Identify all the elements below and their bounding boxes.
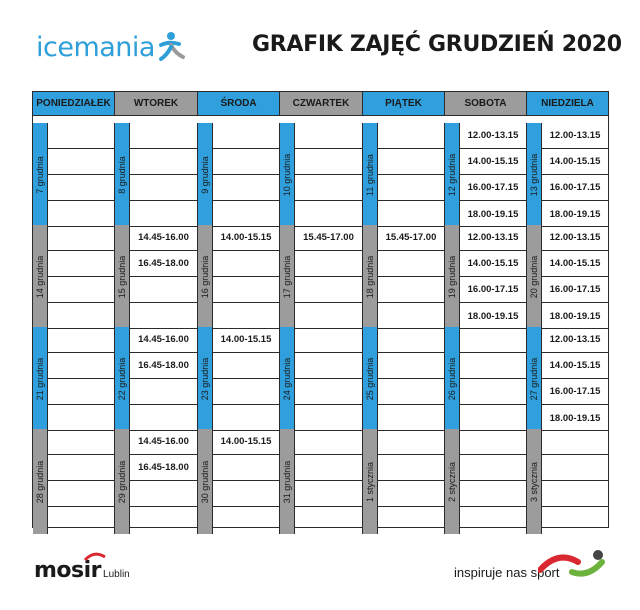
day-cell — [198, 429, 280, 534]
page-title: GRAFIK ZAJĘĆ GRUDZIEŃ 2020 — [252, 32, 622, 57]
time-slot — [378, 201, 444, 227]
date-label: 15 grudnia — [117, 255, 127, 298]
time-slot: 14.00-15.15 — [542, 251, 608, 277]
schedule-grid — [32, 91, 609, 528]
date-strip — [198, 123, 213, 226]
date-label: 30 grudnia — [200, 460, 210, 503]
date-strip — [527, 225, 542, 328]
date-strip — [363, 429, 378, 534]
time-slot — [378, 429, 444, 455]
time-slot — [48, 481, 114, 507]
time-slot: 16.00-17.15 — [542, 379, 608, 405]
day-header: CZWARTEK — [280, 92, 363, 116]
day-cell — [115, 327, 198, 431]
time-slot: 14.00-15.15 — [542, 353, 608, 379]
time-slot — [378, 481, 444, 507]
time-slot — [130, 379, 197, 405]
date-strip — [363, 327, 378, 430]
day-header: PONIEDZIAŁEK — [33, 92, 115, 116]
date-label: 2 stycznia — [447, 461, 457, 502]
time-slot: 12.00-13.15 — [542, 225, 608, 251]
time-slot: 15.45-17.00 — [378, 225, 444, 251]
time-slot — [130, 507, 197, 533]
tagline: inspiruje nas sport — [454, 565, 560, 580]
time-slot — [213, 201, 279, 227]
time-slot — [213, 353, 279, 379]
time-slot: 14.00-15.15 — [460, 251, 526, 277]
time-slot — [378, 303, 444, 329]
date-strip — [33, 225, 48, 328]
date-label: 13 grudnia — [529, 153, 539, 196]
time-slot — [213, 405, 279, 431]
time-slot: 16.00-17.15 — [542, 277, 608, 303]
day-cell — [115, 225, 198, 329]
date-strip — [115, 123, 130, 226]
time-slot — [213, 303, 279, 329]
time-slot — [460, 429, 526, 455]
date-strip — [115, 225, 130, 328]
time-slot — [295, 149, 362, 175]
day-cell — [33, 327, 115, 431]
time-slot: 14.00-15.15 — [213, 327, 279, 353]
time-slot — [542, 455, 608, 481]
time-slot — [295, 455, 362, 481]
date-strip — [33, 429, 48, 534]
day-cell — [445, 225, 527, 329]
day-cell — [363, 327, 445, 431]
day-cell — [33, 429, 115, 534]
date-label: 9 grudnia — [200, 155, 210, 194]
time-slot: 14.00-15.15 — [213, 225, 279, 251]
time-slot — [48, 405, 114, 431]
date-strip — [33, 123, 48, 226]
time-slot — [460, 455, 526, 481]
day-cell — [527, 123, 608, 227]
time-slot — [378, 123, 444, 149]
time-slot: 14.00-15.15 — [460, 149, 526, 175]
time-slot — [48, 429, 114, 455]
date-label: 27 grudnia — [529, 357, 539, 400]
date-label: 3 stycznia — [529, 461, 539, 502]
time-slot — [48, 149, 114, 175]
date-strip — [445, 225, 460, 328]
date-strip — [363, 225, 378, 328]
time-slot — [48, 201, 114, 227]
time-slot — [213, 379, 279, 405]
time-slot — [295, 481, 362, 507]
time-slot — [48, 251, 114, 277]
time-slot — [542, 481, 608, 507]
date-label: 19 grudnia — [447, 255, 457, 298]
time-slot — [460, 353, 526, 379]
date-label: 21 grudnia — [35, 357, 45, 400]
day-header: SOBOTA — [445, 92, 527, 116]
time-slot — [378, 277, 444, 303]
time-slot — [460, 507, 526, 533]
time-slot: 14.45-16.00 — [130, 225, 197, 251]
date-strip — [33, 327, 48, 430]
date-strip — [115, 429, 130, 534]
sport-logo-icon — [538, 548, 608, 578]
time-slot — [542, 429, 608, 455]
time-slot — [130, 201, 197, 227]
day-cell — [280, 327, 363, 431]
time-slot — [48, 303, 114, 329]
date-strip — [527, 123, 542, 226]
date-label: 11 grudnia — [365, 153, 375, 196]
date-label: 1 stycznia — [365, 461, 375, 502]
time-slot — [48, 507, 114, 533]
day-header: WTOREK — [115, 92, 198, 116]
time-slot — [130, 175, 197, 201]
date-label: 31 grudnia — [282, 460, 292, 503]
time-slot — [295, 429, 362, 455]
time-slot — [378, 327, 444, 353]
time-slot — [213, 507, 279, 533]
date-label: 26 grudnia — [447, 357, 457, 400]
time-slot — [295, 175, 362, 201]
date-strip — [280, 327, 295, 430]
time-slot — [48, 455, 114, 481]
time-slot — [48, 175, 114, 201]
time-slot — [295, 507, 362, 533]
date-label: 10 grudnia — [282, 153, 292, 196]
day-cell — [198, 327, 280, 431]
time-slot — [130, 303, 197, 329]
date-strip — [445, 123, 460, 226]
time-slot — [460, 481, 526, 507]
time-slot: 15.45-17.00 — [295, 225, 362, 251]
date-label: 12 grudnia — [447, 153, 457, 196]
day-cell — [115, 429, 198, 534]
date-label: 23 grudnia — [200, 357, 210, 400]
day-cell — [527, 429, 608, 534]
mosir-city: Lublin — [103, 569, 130, 580]
time-slot — [295, 327, 362, 353]
time-slot — [378, 175, 444, 201]
time-slot: 14.45-16.00 — [130, 327, 197, 353]
time-slot: 16.00-17.15 — [460, 175, 526, 201]
date-label: 28 grudnia — [35, 460, 45, 503]
time-slot — [378, 405, 444, 431]
time-slot — [213, 149, 279, 175]
day-cell — [363, 225, 445, 329]
time-slot — [460, 379, 526, 405]
mosir-logo — [34, 558, 130, 583]
time-slot — [542, 507, 608, 533]
time-slot: 18.00-19.15 — [549, 208, 601, 220]
time-slot — [213, 175, 279, 201]
date-label: 8 grudnia — [117, 155, 127, 194]
time-slot: 12.00-13.15 — [542, 123, 608, 149]
day-cell — [115, 123, 198, 227]
time-slot — [378, 149, 444, 175]
day-cell — [198, 225, 280, 329]
time-slot — [295, 123, 362, 149]
time-slot — [213, 481, 279, 507]
time-slot: 12.00-13.15 — [460, 225, 526, 251]
time-slot — [295, 405, 362, 431]
date-strip — [527, 429, 542, 534]
date-label: 25 grudnia — [365, 357, 375, 400]
date-label: 14 grudnia — [35, 255, 45, 298]
date-strip — [115, 327, 130, 430]
date-strip — [527, 327, 542, 430]
day-cell — [363, 429, 445, 534]
day-header: PIĄTEK — [363, 92, 445, 116]
time-slot: 14.00-15.15 — [213, 429, 279, 455]
time-slot: 16.00-17.15 — [542, 175, 608, 201]
date-label: 20 grudnia — [529, 255, 539, 298]
time-slot — [130, 405, 197, 431]
time-slot — [378, 455, 444, 481]
time-slot — [213, 251, 279, 277]
skater-icon — [157, 31, 187, 63]
time-slot: 14.45-16.00 — [130, 429, 197, 455]
date-strip — [445, 429, 460, 534]
time-slot: 18.00-19.15 — [549, 310, 601, 322]
day-header: NIEDZIELA — [527, 92, 608, 116]
time-slot: 14.00-15.15 — [542, 149, 608, 175]
time-slot — [213, 123, 279, 149]
day-cell — [445, 123, 527, 227]
time-slot — [295, 379, 362, 405]
day-cell — [445, 429, 527, 534]
date-label: 24 grudnia — [282, 357, 292, 400]
day-cell — [363, 123, 445, 227]
day-cell — [527, 225, 608, 329]
time-slot — [378, 353, 444, 379]
time-slot — [213, 455, 279, 481]
date-label: 7 grudnia — [35, 155, 45, 194]
time-slot: 18.00-19.15 — [549, 412, 601, 424]
day-cell — [33, 225, 115, 329]
date-strip — [280, 225, 295, 328]
time-slot — [48, 353, 114, 379]
time-slot: 16.45-18.00 — [130, 251, 197, 277]
time-slot: 16.45-18.00 — [130, 353, 197, 379]
time-slot — [295, 201, 362, 227]
date-label: 22 grudnia — [117, 357, 127, 400]
date-strip — [198, 429, 213, 534]
day-cell — [527, 327, 608, 431]
icemania-wordmark: icemania — [36, 31, 155, 63]
time-slot: 16.45-18.00 — [130, 455, 197, 481]
date-strip — [198, 225, 213, 328]
time-slot — [295, 303, 362, 329]
day-cell — [445, 327, 527, 431]
time-slot: 16.00-17.15 — [460, 277, 526, 303]
time-slot: 18.00-19.15 — [467, 310, 519, 322]
time-slot — [48, 225, 114, 251]
time-slot — [130, 481, 197, 507]
time-slot: 12.00-13.15 — [542, 327, 608, 353]
mosir-wordmark: mosir — [34, 558, 102, 583]
day-header: ŚRODA — [198, 92, 280, 116]
time-slot — [130, 277, 197, 303]
time-slot — [460, 405, 526, 431]
day-cell — [280, 225, 363, 329]
time-slot — [295, 251, 362, 277]
time-slot — [48, 379, 114, 405]
time-slot: 18.00-19.15 — [467, 208, 519, 220]
time-slot — [48, 123, 114, 149]
icemania-logo — [36, 30, 187, 64]
time-slot — [48, 327, 114, 353]
date-label: 16 grudnia — [200, 255, 210, 298]
date-strip — [363, 123, 378, 226]
day-cell — [198, 123, 280, 227]
time-slot — [378, 379, 444, 405]
date-strip — [280, 429, 295, 534]
date-strip — [445, 327, 460, 430]
day-cell — [280, 123, 363, 227]
date-strip — [280, 123, 295, 226]
time-slot — [130, 123, 197, 149]
date-strip — [198, 327, 213, 430]
time-slot: 12.00-13.15 — [460, 123, 526, 149]
time-slot — [460, 327, 526, 353]
time-slot — [378, 507, 444, 533]
day-cell — [33, 123, 115, 227]
time-slot — [130, 149, 197, 175]
date-label: 18 grudnia — [365, 255, 375, 298]
date-label: 17 grudnia — [282, 255, 292, 298]
mosir-swoosh-icon — [84, 552, 106, 562]
time-slot — [48, 277, 114, 303]
time-slot — [295, 353, 362, 379]
day-cell — [280, 429, 363, 534]
time-slot — [378, 251, 444, 277]
date-label: 29 grudnia — [117, 460, 127, 503]
time-slot — [213, 277, 279, 303]
time-slot — [295, 277, 362, 303]
